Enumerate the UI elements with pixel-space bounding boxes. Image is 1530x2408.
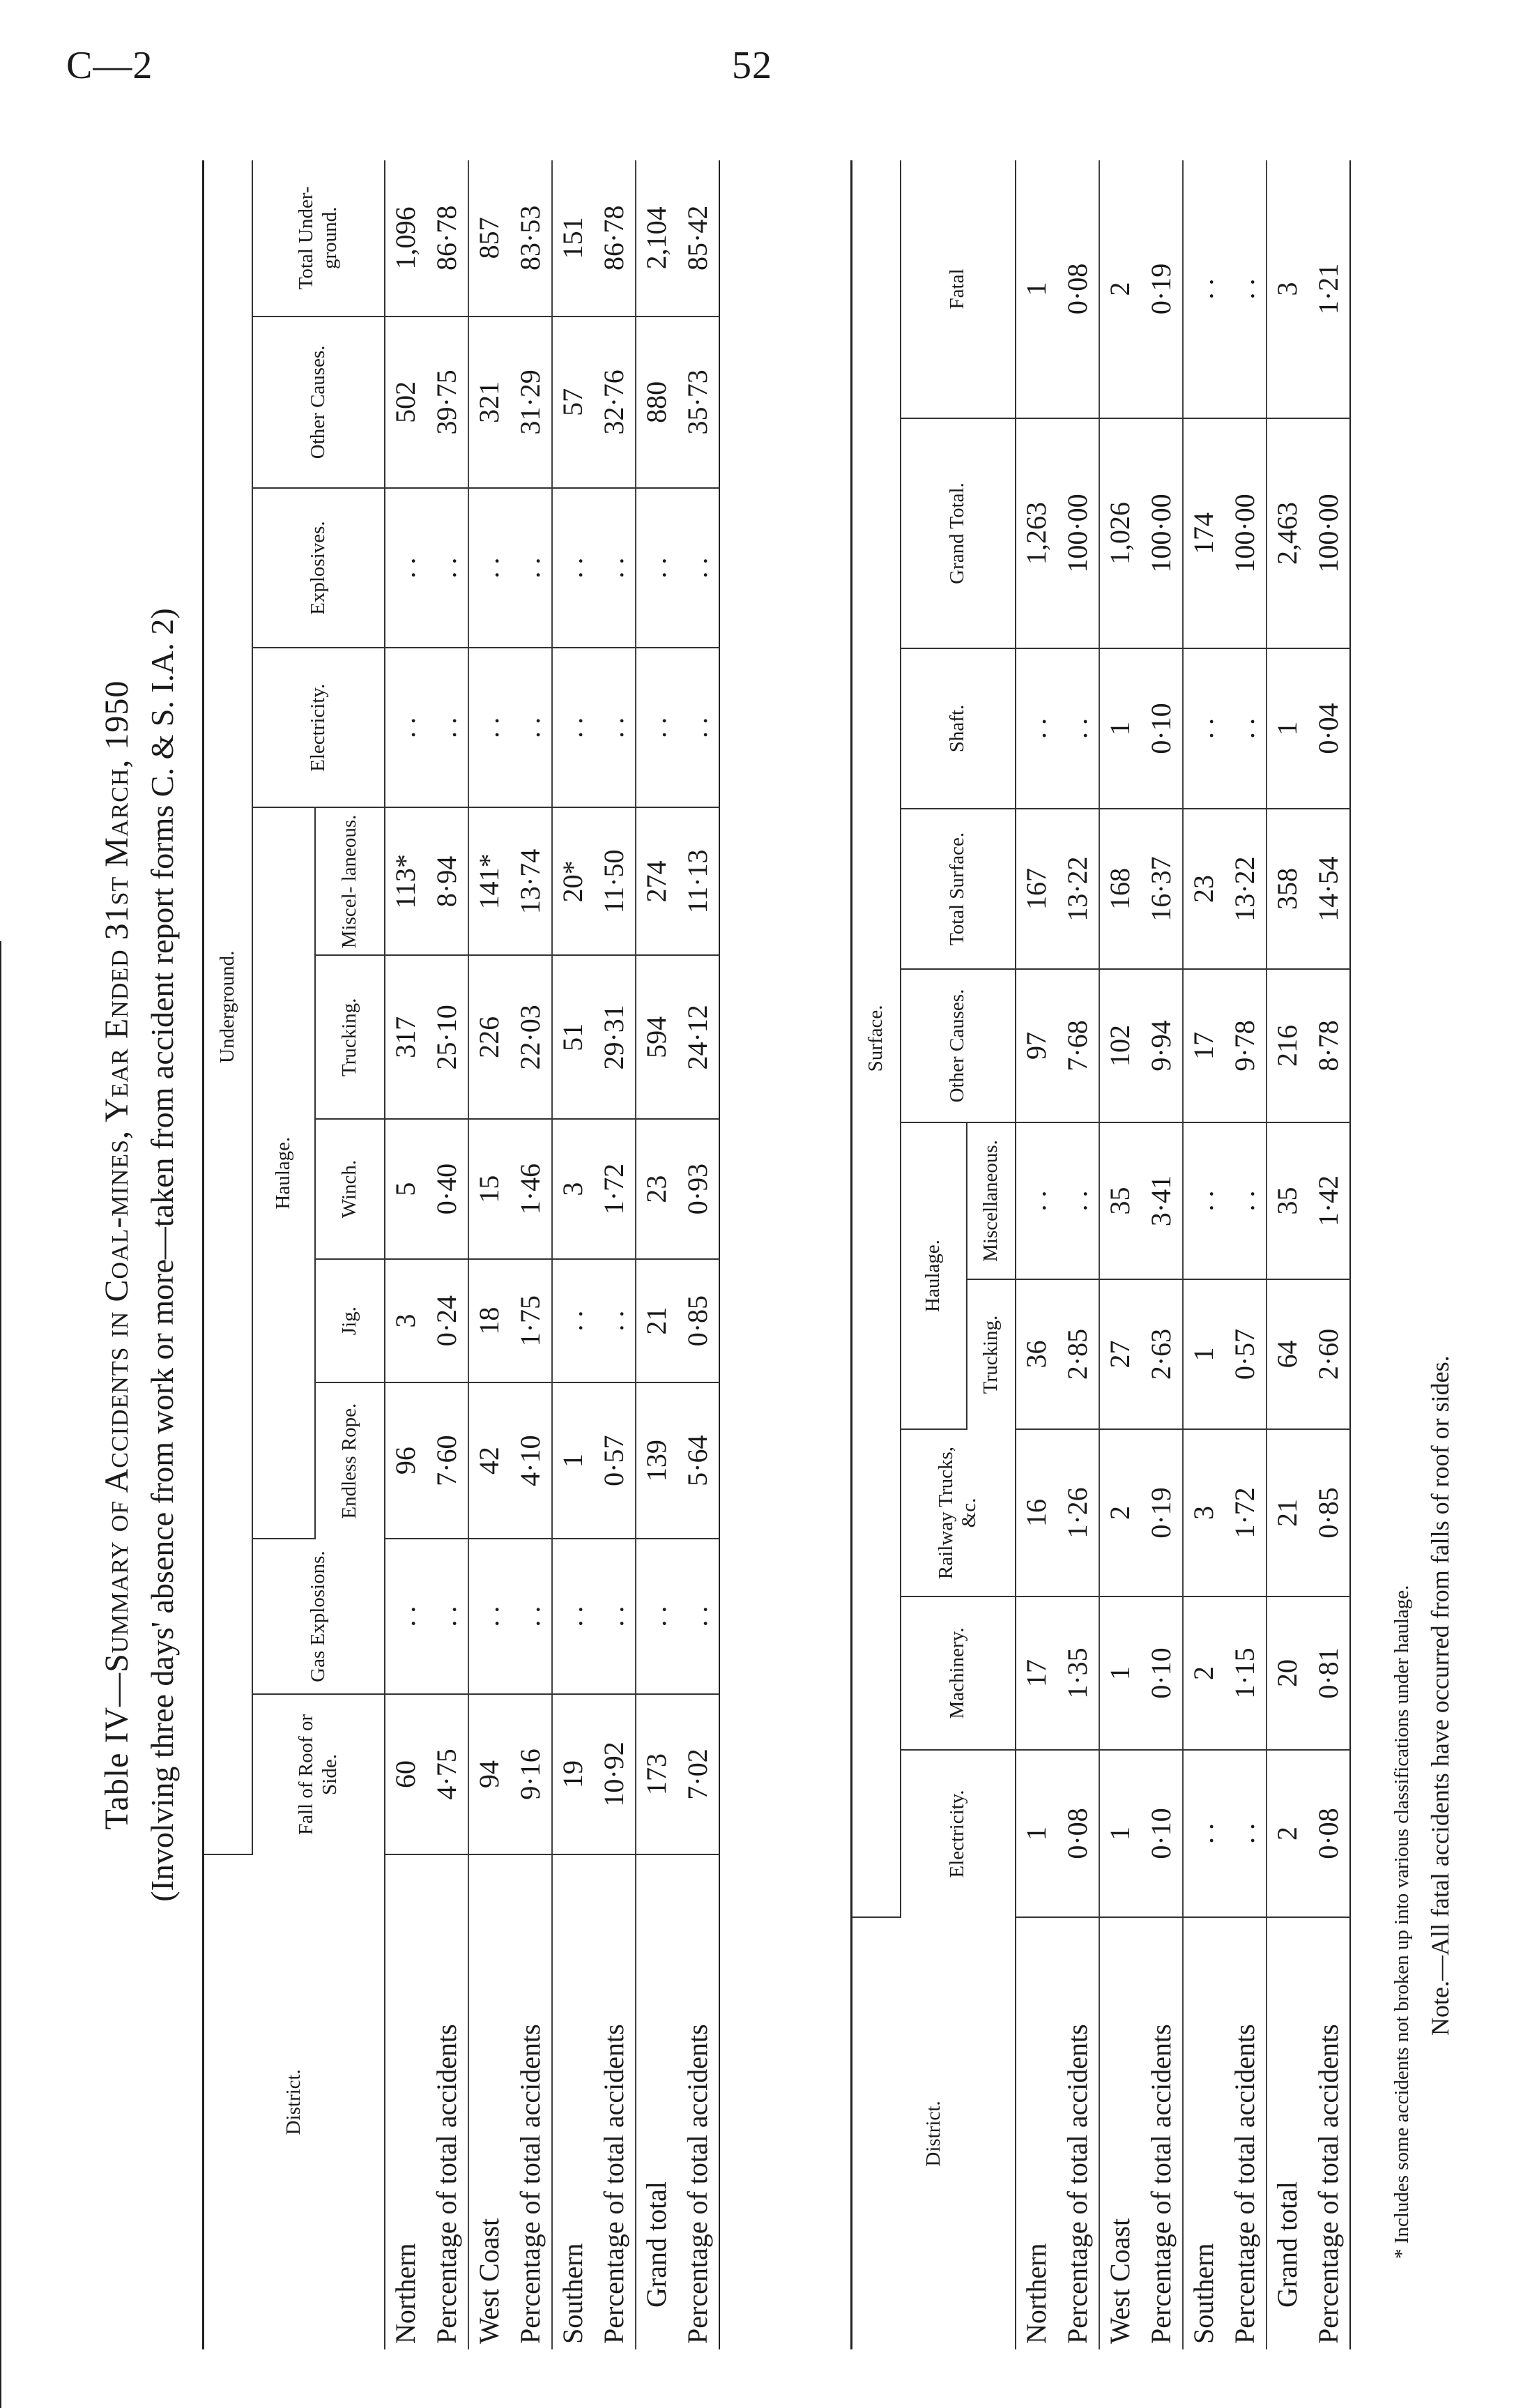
district-name: Grand total (1271, 2181, 1303, 2308)
count-cell: 1 (1267, 648, 1308, 809)
count-cell: 113* (385, 807, 427, 955)
count-cell: 594 (636, 955, 678, 1119)
sf-col-railway: Railway Trucks, &c. (901, 1429, 1016, 1597)
count-cell: 19 (552, 1694, 594, 1854)
count-cell: . . (385, 648, 427, 807)
count-cell: 5 (385, 1119, 427, 1259)
percent-cell: 1·21 (1308, 160, 1350, 418)
percent-cell: . . (594, 648, 636, 807)
count-cell: 216 (1267, 969, 1308, 1122)
ug-col-endless: Endless Rope. (315, 1382, 385, 1538)
percent-cell: 0·85 (1308, 1429, 1350, 1597)
ug-pct-row-3 (678, 160, 719, 2349)
percent-cell: 0·10 (1141, 1750, 1183, 1917)
percent-cell: 2·63 (1141, 1279, 1183, 1429)
table-title (98, 160, 136, 2349)
count-cell: 64 (1267, 1279, 1308, 1429)
percent-cell: . . (510, 648, 552, 807)
count-cell: . . (552, 1539, 594, 1694)
count-cell: 15 (468, 1119, 510, 1259)
ug-section-heading: Underground. (204, 160, 252, 1854)
percent-cell: 0·19 (1141, 160, 1183, 418)
percentage-label: Percentage of total accidents (430, 2024, 462, 2344)
count-cell: . . (636, 648, 678, 807)
table-subtitle: (Involving three days' absence from work or more—taken from accident report forms C. & S. I.A. 2) (144, 608, 180, 1902)
percent-cell: 83·53 (510, 160, 552, 317)
count-cell: 17 (1016, 1597, 1057, 1750)
count-cell: 1 (1183, 1279, 1225, 1429)
percent-cell: 7·02 (678, 1694, 719, 1854)
count-cell: 1 (1016, 160, 1057, 418)
percent-cell: 9·78 (1225, 969, 1267, 1122)
percent-cell: . . (594, 1259, 636, 1383)
ug-col-haulage: Haulage. (252, 807, 315, 1538)
percent-cell: 31·29 (510, 317, 552, 488)
ug-col-jig: Jig. (315, 1259, 385, 1383)
count-cell: 60 (385, 1694, 427, 1854)
count-cell: 16 (1016, 1429, 1057, 1597)
percent-cell: 1·75 (510, 1259, 552, 1383)
count-cell: 1,026 (1099, 418, 1141, 648)
ug-col-electricity: Electricity. (252, 648, 385, 807)
percent-cell: . . (1225, 648, 1267, 809)
district-name: Southern (1187, 2243, 1219, 2344)
count-cell: 35 (1267, 1122, 1308, 1279)
sf-row-1 (1099, 160, 1141, 2349)
count-cell: . . (1183, 160, 1225, 418)
count-cell: 1 (1099, 1597, 1141, 1750)
surface-table (850, 160, 1351, 2349)
count-cell: . . (552, 488, 594, 648)
percent-cell: . . (1225, 1750, 1267, 1917)
sf-pct-row-0 (1057, 160, 1099, 2349)
percent-cell: . . (510, 1539, 552, 1694)
sf-pct-row-2 (1225, 160, 1267, 2349)
count-cell: 2 (1267, 1750, 1308, 1917)
percent-cell: 13·74 (510, 807, 552, 955)
count-cell: 21 (1267, 1429, 1308, 1597)
percentage-label: Percentage of total accidents (1061, 2024, 1093, 2344)
percent-cell: 0·93 (678, 1119, 719, 1259)
count-cell: 17 (1183, 969, 1225, 1122)
count-cell: 27 (1099, 1279, 1141, 1429)
percent-cell: 86·78 (427, 160, 468, 317)
percent-cell: 39·75 (427, 317, 468, 488)
percentage-label: Percentage of total accidents (1145, 2024, 1177, 2344)
percent-cell: 8·78 (1308, 969, 1350, 1122)
count-cell: 139 (636, 1382, 678, 1538)
page-ref: C—2 (66, 44, 153, 87)
ug-col-gas: Gas Explosions. (252, 1539, 385, 1694)
count-cell: 1 (1099, 1750, 1141, 1917)
sf-col-machinery: Machinery. (901, 1597, 1016, 1750)
percent-cell: 0·08 (1057, 160, 1099, 418)
count-cell: 21 (636, 1259, 678, 1383)
percent-cell: 85·42 (678, 160, 719, 317)
percent-cell: 24·12 (678, 955, 719, 1119)
count-cell: . . (636, 1539, 678, 1694)
ug-col-trucking: Trucking. (315, 955, 385, 1119)
ug-row-2 (552, 160, 594, 2349)
ug-pct-row-0 (427, 160, 468, 2349)
count-cell: . . (468, 648, 510, 807)
percent-cell: . . (1225, 1122, 1267, 1279)
count-cell: 2,463 (1267, 418, 1308, 648)
percentage-label: Percentage of total accidents (1312, 2024, 1344, 2344)
count-cell: 1,096 (385, 160, 427, 317)
count-cell: 3 (385, 1259, 427, 1383)
percent-cell: 7·68 (1057, 969, 1099, 1122)
page-number: 52 (732, 44, 772, 87)
sf-row-0 (1016, 160, 1057, 2349)
count-cell: . . (1016, 1122, 1057, 1279)
count-cell: 151 (552, 160, 594, 317)
percent-cell: 1·26 (1057, 1429, 1099, 1597)
percent-cell: . . (678, 1539, 719, 1694)
percent-cell: 16·37 (1141, 809, 1183, 969)
district-name: Southern (556, 2243, 588, 2344)
rotated-table-page (98, 160, 1464, 2349)
percent-cell: . . (1057, 648, 1099, 809)
sf-col-haulage: Haulage. (901, 1122, 967, 1429)
count-cell: . . (1183, 1122, 1225, 1279)
percent-cell: 5·64 (678, 1382, 719, 1538)
count-cell: 96 (385, 1382, 427, 1538)
ug-col-explosives: Explosives. (252, 488, 385, 648)
percent-cell: 29·31 (594, 955, 636, 1119)
ug-pct-row-1 (510, 160, 552, 2349)
percent-cell: 0·08 (1308, 1750, 1350, 1917)
table-title-prefix: Table IV— (98, 1672, 135, 1830)
count-cell: . . (385, 488, 427, 648)
count-cell: 1 (1016, 1750, 1057, 1917)
count-cell: 226 (468, 955, 510, 1119)
percent-cell: 25·10 (427, 955, 468, 1119)
count-cell: 20 (1267, 1597, 1308, 1750)
percent-cell: 0·40 (427, 1119, 468, 1259)
count-cell: 274 (636, 807, 678, 955)
percent-cell: 1·35 (1057, 1597, 1099, 1750)
sf-col-trucking: Trucking. (967, 1279, 1016, 1429)
percent-cell: 0·81 (1308, 1597, 1350, 1750)
ug-row-0 (385, 160, 427, 2349)
count-cell: 173 (636, 1694, 678, 1854)
count-cell: 35 (1099, 1122, 1141, 1279)
sf-col-other: Other Causes. (901, 969, 1016, 1122)
sf-row-3 (1267, 160, 1308, 2349)
percent-cell: 0·57 (594, 1382, 636, 1538)
percent-cell: 10·92 (594, 1694, 636, 1854)
percent-cell: 0·57 (1225, 1279, 1267, 1429)
percent-cell: 1·15 (1225, 1597, 1267, 1750)
count-cell: . . (385, 1539, 427, 1694)
percent-cell: 1·72 (1225, 1429, 1267, 1597)
count-cell: 18 (468, 1259, 510, 1383)
percent-cell: 13·22 (1225, 809, 1267, 969)
percent-cell: . . (427, 488, 468, 648)
count-cell: 51 (552, 955, 594, 1119)
count-cell: 321 (468, 317, 510, 488)
count-cell: 94 (468, 1694, 510, 1854)
ug-body (385, 160, 719, 2349)
district-name: Northern (1020, 2243, 1052, 2344)
percent-cell: 86·78 (594, 160, 636, 317)
count-cell: 3 (552, 1119, 594, 1259)
percent-cell: 0·08 (1057, 1750, 1099, 1917)
percent-cell: 14·54 (1308, 809, 1350, 969)
sf-col-district: District. (852, 1917, 1016, 2349)
count-cell: 141* (468, 807, 510, 955)
percent-cell: 11·13 (678, 807, 719, 955)
percentage-label: Percentage of total accidents (597, 2024, 629, 2344)
percent-cell: 1·42 (1308, 1122, 1350, 1279)
count-cell: 502 (385, 317, 427, 488)
percent-cell: 4·10 (510, 1382, 552, 1538)
percent-cell: 32·76 (594, 317, 636, 488)
percent-cell: 22·03 (510, 955, 552, 1119)
percent-cell: . . (427, 1539, 468, 1694)
percent-cell: . . (427, 648, 468, 807)
sf-col-fatal: Fatal (901, 160, 1016, 418)
count-cell: . . (636, 488, 678, 648)
count-cell: 42 (468, 1382, 510, 1538)
percent-cell: . . (594, 1539, 636, 1694)
ug-col-winch: Winch. (315, 1119, 385, 1259)
ug-col-fall: Fall of Roof or Side. (252, 1694, 385, 1854)
percent-cell: . . (678, 488, 719, 648)
ug-pct-row-2 (594, 160, 636, 2349)
district-name: West Coast (473, 2218, 505, 2344)
count-cell: 1,263 (1016, 418, 1057, 648)
count-cell: 20* (552, 807, 594, 955)
count-cell: 358 (1267, 809, 1308, 969)
percent-cell: 0·85 (678, 1259, 719, 1383)
ug-col-district: District. (204, 1854, 385, 2349)
count-cell: . . (1183, 648, 1225, 809)
count-cell: 168 (1099, 809, 1141, 969)
percent-cell: 11·50 (594, 807, 636, 955)
count-cell: 97 (1016, 969, 1057, 1122)
percent-cell: 0·10 (1141, 1597, 1183, 1750)
district-name: Grand total (640, 2181, 672, 2308)
percent-cell: . . (594, 488, 636, 648)
district-name: Northern (389, 2243, 421, 2344)
table-title-main: Summary of Accidents in Coal-mines, Year Ended 31st March, 1950 (98, 680, 135, 1672)
percent-cell: 0·19 (1141, 1429, 1183, 1597)
percentage-label: Percentage of total accidents (514, 2024, 546, 2344)
page-edge-line (0, 941, 1, 2408)
ug-col-other: Other Causes. (252, 317, 385, 488)
sf-section-heading: Surface. (852, 160, 901, 1917)
sf-pct-row-1 (1141, 160, 1183, 2349)
percent-cell: 4·75 (427, 1694, 468, 1854)
count-cell: . . (468, 1539, 510, 1694)
count-cell: . . (552, 648, 594, 807)
sf-col-misc: Miscellaneous. (967, 1122, 1016, 1279)
count-cell: 2 (1183, 1597, 1225, 1750)
sf-col-electricity: Electricity. (901, 1750, 1016, 1917)
count-cell: . . (1183, 1750, 1225, 1917)
ug-row-1 (468, 160, 510, 2349)
ug-col-total: Total Under- ground. (252, 160, 385, 317)
percentage-label: Percentage of total accidents (1228, 2024, 1260, 2344)
count-cell: 102 (1099, 969, 1141, 1122)
percent-cell: 100·00 (1308, 418, 1350, 648)
count-cell: 36 (1016, 1279, 1057, 1429)
percent-cell: 3·41 (1141, 1122, 1183, 1279)
percent-cell: . . (510, 488, 552, 648)
sf-body (1016, 160, 1350, 2349)
count-cell: 3 (1267, 160, 1308, 418)
sf-col-shaft: Shaft. (901, 648, 1016, 809)
percent-cell: . . (1225, 160, 1267, 418)
count-cell: 857 (468, 160, 510, 317)
percent-cell: 35·73 (678, 317, 719, 488)
count-cell: 174 (1183, 418, 1225, 648)
ug-col-misc: Miscel- laneous. (315, 807, 385, 955)
underground-table (202, 160, 720, 2349)
count-cell: 1 (552, 1382, 594, 1538)
sf-col-total: Total Surface. (901, 809, 1016, 969)
percent-cell: 2·60 (1308, 1279, 1350, 1429)
count-cell: . . (552, 1259, 594, 1383)
count-cell: 1 (1099, 648, 1141, 809)
ug-row-3 (636, 160, 678, 2349)
count-cell: . . (468, 488, 510, 648)
sf-pct-row-3 (1308, 160, 1350, 2349)
percent-cell: 1·46 (510, 1119, 552, 1259)
percent-cell: 9·94 (1141, 969, 1183, 1122)
percent-cell: 2·85 (1057, 1279, 1099, 1429)
count-cell: . . (1016, 648, 1057, 809)
percent-cell: 0·24 (427, 1259, 468, 1383)
percent-cell: 100·00 (1057, 418, 1099, 648)
percent-cell: 7·60 (427, 1382, 468, 1538)
sf-row-2 (1183, 160, 1225, 2349)
percent-cell: 0·10 (1141, 648, 1183, 809)
percent-cell: . . (1057, 1122, 1099, 1279)
count-cell: 2,104 (636, 160, 678, 317)
percent-cell: 0·04 (1308, 648, 1350, 809)
count-cell: 2 (1099, 160, 1141, 418)
footnote-note: Note.—All fatal accidents have occurred from falls of roof or sides. (1426, 1355, 1454, 2036)
count-cell: 57 (552, 317, 594, 488)
percent-cell: 100·00 (1141, 418, 1183, 648)
sf-col-grand: Grand Total. (901, 418, 1016, 648)
percent-cell: 100·00 (1225, 418, 1267, 648)
count-cell: 167 (1016, 809, 1057, 969)
count-cell: 23 (636, 1119, 678, 1259)
count-cell: 3 (1183, 1429, 1225, 1597)
count-cell: 317 (385, 955, 427, 1119)
percent-cell: . . (678, 648, 719, 807)
percent-cell: 13·22 (1057, 809, 1099, 969)
percentage-label: Percentage of total accidents (681, 2024, 713, 2344)
footnote-asterisk: * Includes some accidents not broken up into various classifications under haulage. (1391, 1585, 1413, 2259)
percent-cell: 9·16 (510, 1694, 552, 1854)
count-cell: 880 (636, 317, 678, 488)
percent-cell: 1·72 (594, 1119, 636, 1259)
district-name: West Coast (1103, 2218, 1135, 2344)
count-cell: 2 (1099, 1429, 1141, 1597)
count-cell: 23 (1183, 809, 1225, 969)
percent-cell: 8·94 (427, 807, 468, 955)
